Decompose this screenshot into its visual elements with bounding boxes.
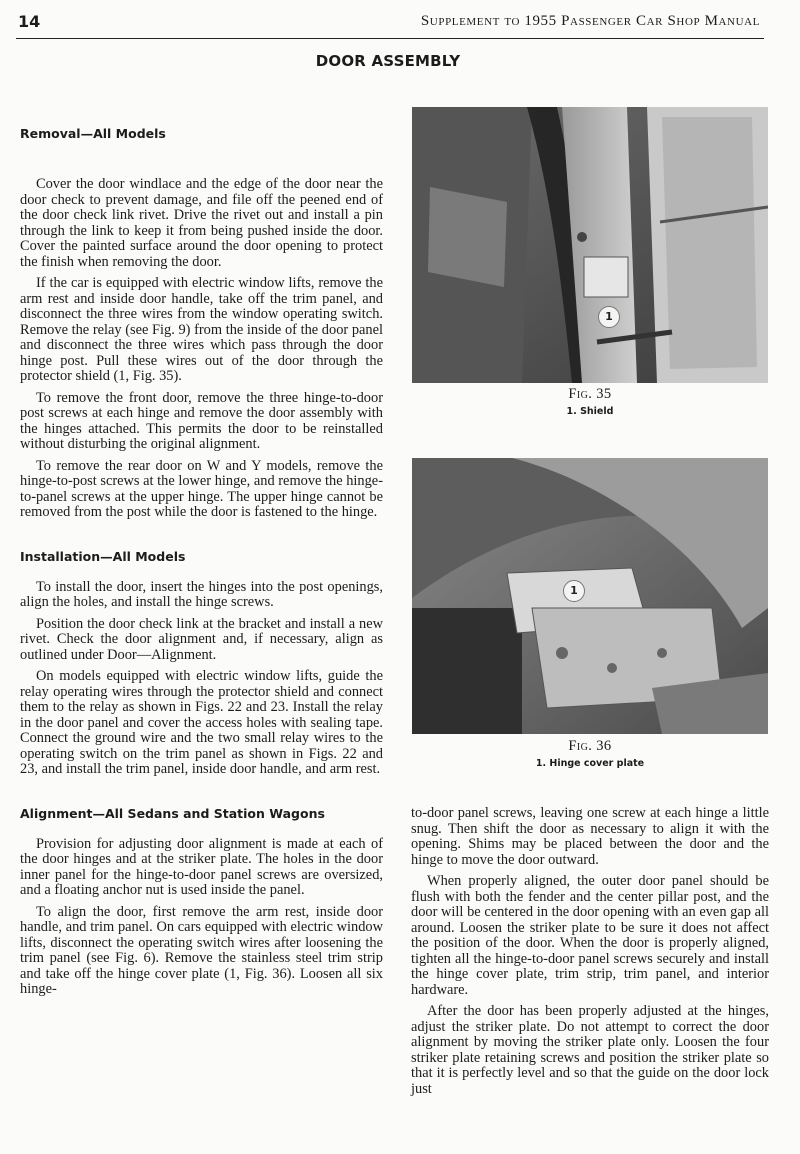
installation-paragraph: Position the door check link at the bracket and install a new rivet. Check the door alignment and, if necessary, align as outlined under Door—Alignment.: [20, 615, 383, 663]
figure-35-photo: [412, 107, 768, 383]
removal-heading: Removal—All Models: [20, 126, 166, 141]
figure-36-legend: 1. Hinge cover plate: [535, 758, 645, 769]
alignment-continued-paragraph: to-door panel screws, leaving one screw at each hinge a little snug. Then shift the door as necessary to align it with the opening. Shims may be placed between the door and the hinge to move the door outward.: [411, 805, 769, 868]
figure-36-caption: [412, 738, 768, 769]
installation-paragraph: On models equipped with electric window lifts, guide the relay operating wires through the protector shield and connect them to the relay as shown in Figs. 22 and 23. Install the relay in the door panel and cover the access holes with sealing tape. Connect the ground wire and the two small relay wires to the operating switch on the trim panel as shown in Figs. 22 and 23, and install the trim panel, inside door handle, and arm rest.: [20, 668, 383, 777]
alignment-continued-paragraph: After the door has been properly adjusted at the hinges, adjust the striker plate. Do not attempt to correct the door alignment by moving the striker plate only. Loosen the four striker plate retaining screws and position the striker plate so that it is perfectly level and so that the guide on the door lock just: [411, 1003, 769, 1097]
figure-36-callout: 1: [563, 580, 585, 602]
removal-paragraph: To remove the front door, remove the three hinge-to-door post screws at each hinge and remove the door assembly with the hinges attached. This permits the door to be reinstalled without disturbing the original alignment.: [20, 389, 383, 452]
door-shield-photo: [412, 107, 768, 383]
left-column: [20, 126, 383, 1004]
figure-36-photo: [412, 458, 768, 734]
right-column: [411, 806, 769, 1103]
header-rule: [16, 38, 764, 39]
figure-35-callout: 1: [598, 306, 620, 328]
figure-35-legend: 1. Shield: [566, 406, 614, 417]
page-number: 14: [18, 12, 41, 31]
alignment-paragraph: Provision for adjusting door alignment is made at each of the door hinges and at the striker plate. The holes in the door inner panel for the hinge-to-door panel screws are oversized, and a floating anchor nut is used inside the panel.: [20, 835, 383, 898]
figure-36-label: Fig. 36: [568, 738, 612, 754]
alignment-paragraph: To align the door, first remove the arm rest, inside door handle, and trim panel. On cars equipped with electric window lifts, disconnect the operating switch wires after loosening the trim panel (see Fig. 6). Remove the stainless steel trim strip and take off the hinge cover plate (1, Fig. 36). Loosen all six hinge-: [20, 903, 383, 997]
installation-paragraph: To install the door, insert the hinges into the post openings, align the holes, and install the hinge screws.: [20, 578, 383, 610]
figure-35-label: Fig. 35: [568, 386, 612, 402]
page-title: DOOR ASSEMBLY: [315, 52, 461, 70]
running-head: Supplement to 1955 Passenger Car Shop Manual: [420, 13, 760, 29]
figure-35-caption: [412, 386, 768, 417]
removal-paragraph: To remove the rear door on W and Y models, remove the hinge-to-post screws at the lower hinge, and remove the hinge-to-panel screws at the upper hinge. The upper hinge cannot be removed from the post while the door is fastened to the hinge.: [20, 457, 383, 520]
hinge-cover-photo: [412, 458, 768, 734]
alignment-heading: Alignment—All Sedans and Station Wagons: [20, 805, 325, 821]
removal-paragraph: Cover the door windlace and the edge of the door near the door check to prevent damage, and file off the peened end of the door check link rivet. Drive the rivet out and install a pin through the link to keep it from being pushed inside the door. Cover the painted surface around the door opening to protect the finish when removing the door.: [20, 176, 383, 270]
installation-heading: Installation—All Models: [20, 548, 186, 564]
alignment-continued-paragraph: When properly aligned, the outer door panel should be flush with both the fender and the center pillar post, and the door will be centered in the door opening with an even gap all around. Loosen the striker plate to be sure it does not affect the position of the door. When the door is properly aligned, tighten all the hinge-to-door panel screws securely and install the hinge cover plate, trim strip, trim panel, and interior hardware.: [411, 873, 769, 998]
removal-paragraph: If the car is equipped with electric window lifts, remove the arm rest and inside door handle, take off the trim panel, and disconnect the three wires from the window operating switch. Remove the relay (see Fig. 9) from the inside of the door panel and disconnect the three wires which pass through the door hinge post. Pull these wires out of the door through the protector shield (1, Fig. 35).: [20, 275, 383, 384]
